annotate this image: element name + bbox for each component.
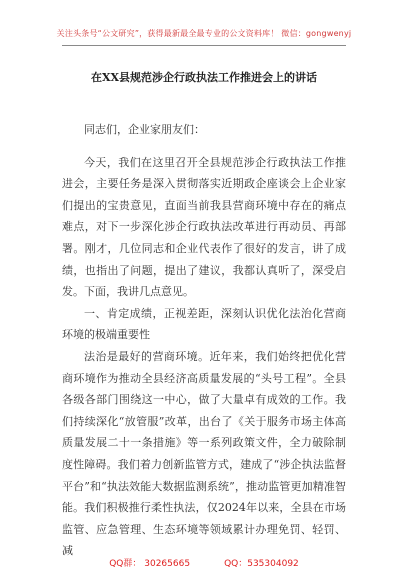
document-body xyxy=(62,119,346,562)
header-note: 关注头条号“公文研究”，获得最新最全最专业的公文资料库！ 微信：gongwenyj xyxy=(56,29,352,38)
section-heading-1: 一、肯定成绩，正视差距，深刻认识优化法治化营商环境的极端重要性 xyxy=(62,306,346,342)
header-divider xyxy=(62,45,346,46)
greeting: 同志们，企业家朋友们： xyxy=(84,123,205,136)
paragraph-section-1: 法治是最好的营商环境。近年来，我们始终把优化营商环境作为推动全县经济高质量发展的“头号工程”。全县各级各部门围绕这一中心，做了大量卓有成效的工作。我们持续深化“放管服”改革，出台了《关于服务市场主体高质量发展二十一条措施》等一系列政策文件，全力破除制度性障碍。我们着力创新监管方式，建成了“涉企执法监督平台”和“执法效能大数据监测系统”，推动监管更加精准智能。我们积极推行柔性执法，仅2024年以来，全县在市场监管、应急管理、生态环境等领域累计办理免罚、轻罚、减 xyxy=(62,349,346,558)
paragraph-intro: 今天，我们在这里召开全县规范涉企行政执法工作推进会，主要任务是深入贯彻落实近期政企座谈会上企业家们提出的宝贵意见，直面当前我县营商环境中存在的痛点难点，对下一步深化涉企行政执法改革进行再动员、再部署。刚才，几位同志和企业代表作了很好的发言，讲了成绩，也指出了问题，提出了建议，我都认真听了，深受启发。下面，我讲几点意见。 xyxy=(62,155,346,299)
footer-contact xyxy=(0,556,408,569)
document-title: 在XX县规范涉企行政执法工作推进会上的讲话 xyxy=(90,71,318,84)
footer-qq-group: QQ群： 30265665 xyxy=(109,559,191,569)
footer-qq-number: QQ：535304092 xyxy=(224,559,299,569)
